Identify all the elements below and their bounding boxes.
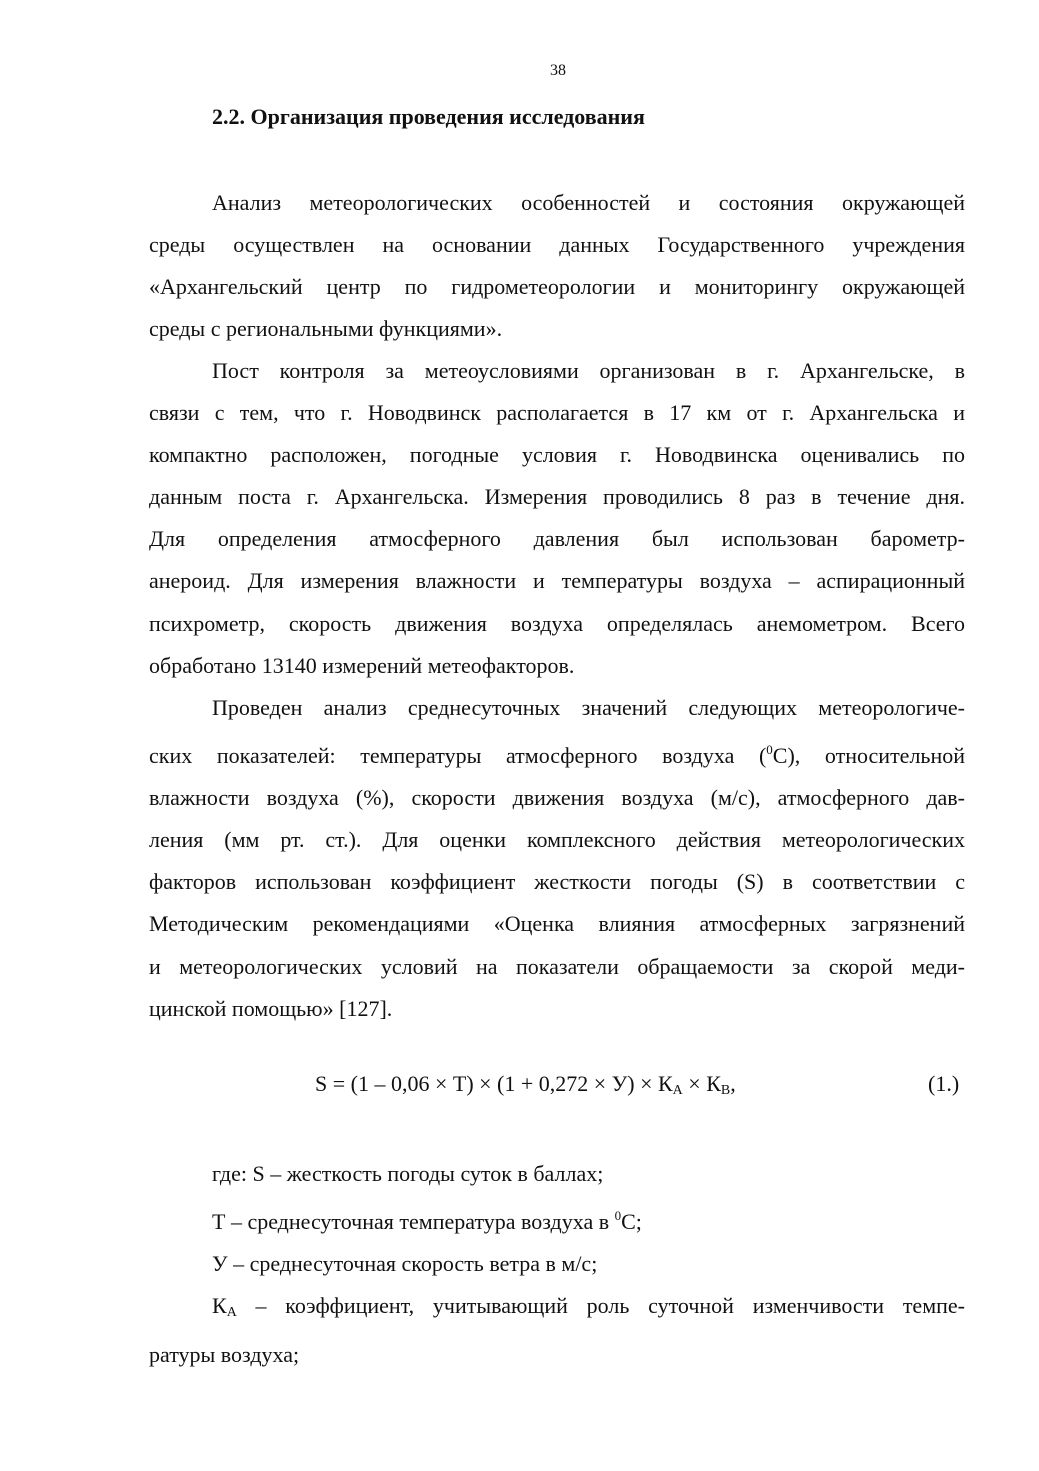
formula-mid: × К (682, 1071, 721, 1096)
text-line: Методическим рекомендациями «Оценка влияния атмосферных загрязнений (149, 911, 965, 937)
formula-main: S = (1 – 0,06 × Т) × (1 + 0,272 × У) × К (315, 1071, 673, 1096)
page-number: 38 (550, 62, 566, 79)
text-line: данным поста г. Архангельска. Измерения проводились 8 раз в течение дня. (149, 484, 965, 510)
paragraph-1 (149, 182, 965, 350)
definition-item (149, 1195, 965, 1243)
text-line: «Архангельский центр по гидрометеорологии и мониторингу окружающей (149, 274, 965, 300)
text-line: и метеорологических условий на показатели обращаемости за скорой меди- (149, 953, 965, 979)
text-line: связи с тем, что г. Новодвинск располагается в 17 км от г. Архангельска и (149, 400, 965, 426)
definition-item: У – среднесуточная скорость ветра в м/с; (212, 1251, 598, 1277)
text-line: компактно расположен, погодные условия г. Новодвинска оценивались по (149, 442, 965, 468)
text-line: обработано 13140 измерений метеофакторов. (149, 652, 575, 678)
subscript: А (226, 1305, 237, 1321)
superscript: 0 (614, 1208, 622, 1224)
text-line: анероид. Для измерения влажности и температуры воздуха – аспирационный (149, 568, 965, 594)
text-line: Проведен анализ среднесуточных значений следующих метеорологиче- (212, 695, 965, 720)
text-line (149, 729, 965, 777)
definition-item (149, 1285, 965, 1334)
text-line: среды с региональными функциями». (149, 316, 503, 342)
paragraph-2 (149, 350, 965, 687)
formula-tail: , (730, 1071, 736, 1096)
text-line: среды осуществлен на основании данных Государственного учреждения (149, 232, 965, 258)
text-line: факторов использован коэффициент жесткости погоды (S) в соответствии с (149, 869, 965, 895)
definition-item: где: S – жесткость погоды суток в баллах; (212, 1161, 604, 1186)
text-line: Пост контроля за метеоусловиями организован в г. Архангельске, в (212, 358, 965, 383)
text-fragment: Т – среднесуточная температура воздуха в (212, 1209, 615, 1235)
text-line: цинской помощью» [127]. (149, 995, 393, 1021)
formula (315, 1071, 736, 1099)
text-line: влажности воздуха (%), скорости движения воздуха (м/с), атмосферного дав- (149, 785, 965, 811)
text-fragment: ских показателей: температуры атмосферного воздуха ( (149, 743, 767, 769)
text-line: Анализ метеорологических особенностей и состояния окружающей (212, 190, 965, 215)
text-fragment: – коэффициент, учитывающий роль суточной изменчивости темпе- (236, 1293, 965, 1319)
section-heading: 2.2. Организация проведения исследования (212, 104, 645, 129)
superscript: 0 (766, 742, 773, 758)
paragraph-3 (149, 687, 965, 1030)
text-fragment: С; (621, 1209, 642, 1235)
formula-subscript-b: В (720, 1083, 731, 1098)
formula-number: (1.) (928, 1071, 960, 1096)
text-line: Для определения атмосферного давления был использован барометр- (149, 526, 965, 552)
text-fragment: С), относительной (772, 743, 966, 769)
text-fragment: К (212, 1293, 227, 1319)
definition-item: ратуры воздуха; (149, 1342, 300, 1368)
formula-subscript-a: А (672, 1083, 683, 1098)
text-line: ления (мм рт. ст.). Для оценки комплексного действия метеорологических (149, 827, 965, 853)
definitions-list (149, 1153, 965, 1376)
text-line: психрометр, скорость движения воздуха определялась анемометром. Всего (149, 610, 965, 636)
